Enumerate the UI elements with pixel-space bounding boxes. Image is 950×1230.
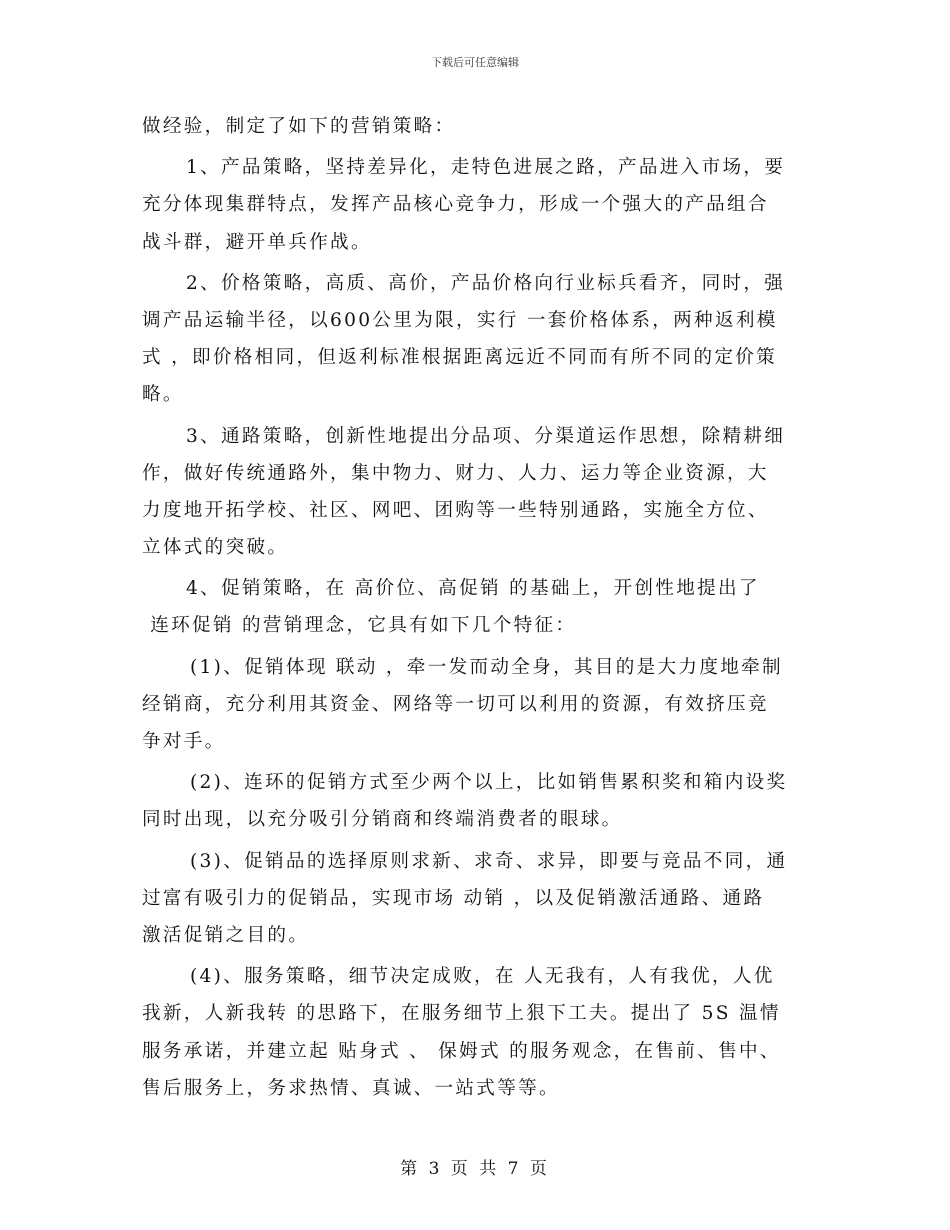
text-line: 经销商，充分利用其资金、网络等一切可以利用的资源，有效挤压竞 [142,693,769,715]
text-line: 2、价格策略，高质、高价，产品价格向行业标兵看齐，同时，强 [186,272,786,294]
paragraph [142,113,807,150]
paragraph [142,423,807,572]
text-line: 4、促销策略，在 高价位、高促销 的基础上，开创性地提出了 [186,578,760,600]
text-line: (3)、促销品的选择原则求新、求奇、求异，即要与竞品不同，通 [190,850,788,872]
text-line: 3、通路策略，创新性地提出分品项、分渠道运作思想，除精耕细 [186,425,786,447]
text-line: 战斗群，避开单兵作战。 [142,231,372,253]
text-line: 连环促销 的营销理念，它具有如下几个特征： [142,615,577,637]
text-line: 售后服务上，务求热情、真诚、一站式等等。 [142,1077,560,1099]
text-line: 作，做好传统通路外，集中物力、财力、人力、运力等企业资源，大 [142,462,769,484]
paragraph [142,848,807,960]
text-line: 过富有吸引力的促销品，实现市场 动销 ，以及促销激活通路、通路 [142,887,765,909]
document-body [142,113,807,1112]
text-line: 服务承诺，并建立起 贴身式 、 保姆式 的服务观念，在售前、售中、 [142,1040,781,1062]
text-line: 激活促销之目的。 [142,924,310,946]
page-number-footer: 第 3 页 共 7 页 [400,1159,550,1179]
text-line: 争对手。 [142,731,226,752]
text-line: 立体式的突破。 [142,537,289,559]
paragraph [142,575,807,649]
text-line: (2)、连环的促销方式至少两个以上，比如销售累积奖和箱内设奖 [190,772,788,794]
paragraph [142,154,807,266]
paragraph [142,270,807,419]
text-line: 同时出现，以充分吸引分销商和终端消费者的眼球。 [142,809,623,831]
text-line: 做经验，制定了如下的营销策略： [142,116,456,137]
text-line: 式 ，即价格相同，但返利标准根据距离远近不同而有所不同的定价策 [142,347,778,369]
text-line: 我新，人新我转 的思路下，在服务细节上狠下工夫。提出了 5S 温情 [142,1003,781,1025]
text-line: 力度地开拓学校、社区、网吧、团购等一些特别通路，实施全方位、 [142,499,769,521]
page-header: 下载后可任意编辑 [431,56,519,69]
text-line: 调产品运输半径，以600公里为限，实行 一套价格体系，两种返利模 [142,309,778,331]
text-line: 略。 [142,384,184,406]
text-line: (4)、服务策略，细节决定成败，在 人无我有，人有我优，人优 [190,966,775,988]
paragraph [142,654,807,766]
text-line: 1、产品策略，坚持差异化，走特色进展之路，产品进入市场，要 [186,157,786,179]
paragraph [142,769,807,843]
text-line: 充分体现集群特点，发挥产品核心竞争力，形成一个强大的产品组合 [142,194,769,216]
text-line: (1)、促销体现 联动 ，牵一发而动全身，其目的是大力度地牵制 [190,656,783,678]
paragraph [142,963,807,1112]
